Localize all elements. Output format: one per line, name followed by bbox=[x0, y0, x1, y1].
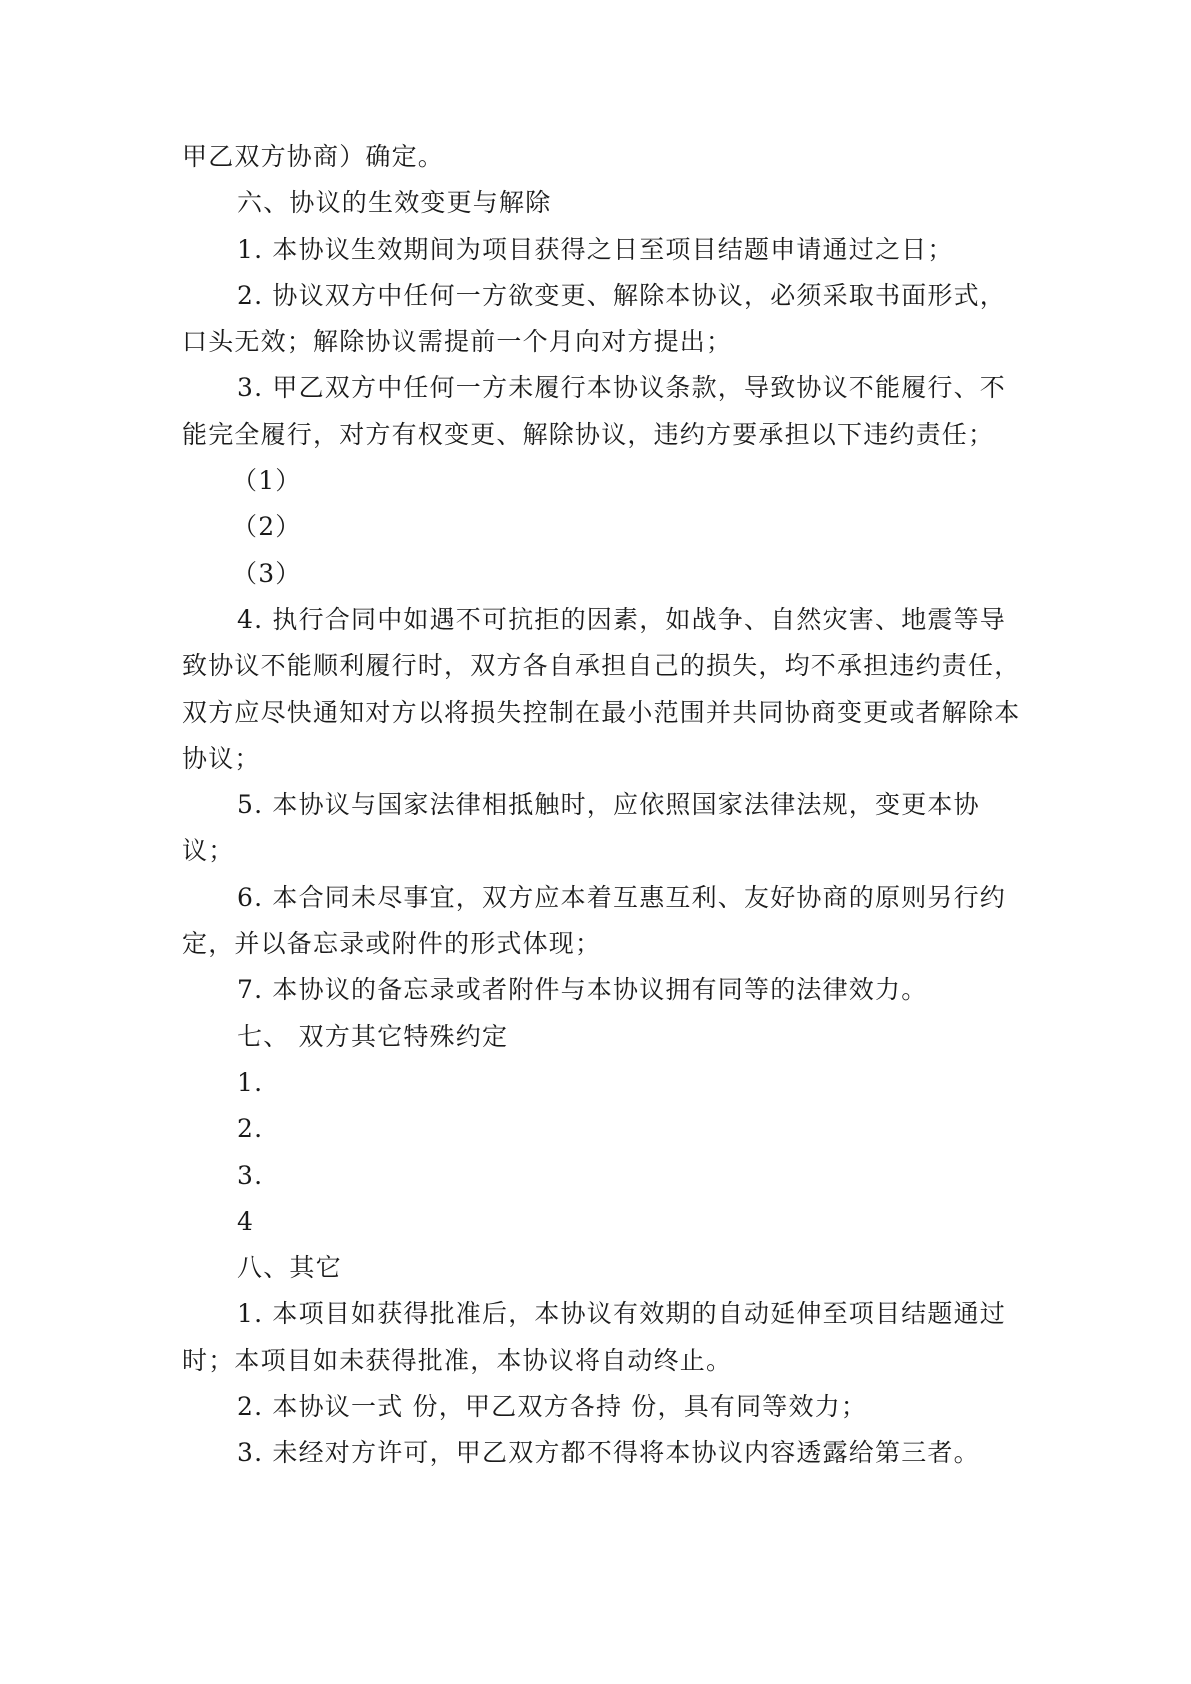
special-terms-item-2: 2. bbox=[237, 1114, 264, 1144]
section-heading-eight: 八、其它 bbox=[237, 1253, 342, 1283]
special-terms-item-3: 3. bbox=[237, 1160, 264, 1190]
paragraph-continuation: 甲乙双方协商）确定。 bbox=[182, 142, 445, 171]
section-heading-six: 六、协议的生效变更与解除 bbox=[237, 188, 552, 218]
clause-6-2: 2. 协议双方中任何一方欲变更、解除本协议，必须采取书面形式，口头无效；解除协议需提前一个月向对方提出； bbox=[182, 280, 1007, 357]
clause-6-5: 5. 本协议与国家法律相抵触时，应依照国家法律法规，变更本协议； bbox=[182, 790, 980, 866]
clause-6-3: 3. 甲乙双方中任何一方未履行本协议条款，导致协议不能履行、不能完全履行，对方有权变更、解除协议，违约方要承担以下违约责任； bbox=[182, 373, 1007, 449]
liability-item-2: （2） bbox=[232, 512, 302, 542]
clause-6-1: 1. 本协议生效期间为项目获得之日至项目结题申请通过之日； bbox=[237, 234, 954, 264]
clause-6-7: 7. 本协议的备忘录或者附件与本协议拥有同等的法律效力。 bbox=[237, 975, 928, 1005]
clause-8-3: 3. 未经对方许可，甲乙双方都不得将本协议内容透露给第三者。 bbox=[237, 1438, 980, 1468]
liability-item-1: （1） bbox=[232, 466, 302, 496]
clause-6-6: 6. 本合同未尽事宜，双方应本着互惠互利、友好协商的原则另行约定，并以备忘录或附件的形式体现； bbox=[182, 882, 1007, 959]
special-terms-item-4: 4 bbox=[237, 1206, 255, 1236]
clause-6-4: 4. 执行合同中如遇不可抗拒的因素，如战争、自然灾害、地震等导致协议不能顺利履行时，双方各自承担自己的损失，均不承担违约责任，双方应尽快通知对方以将损失控制在最小范围并共同协商变更或者解除本协议； bbox=[182, 604, 1021, 773]
agreement-text-body bbox=[182, 134, 1022, 1477]
liability-item-3: （3） bbox=[232, 558, 302, 588]
clause-8-2: 2. 本协议一式 份，甲乙双方各持 份，具有同等效力； bbox=[237, 1392, 868, 1422]
special-terms-item-1: 1. bbox=[237, 1067, 264, 1097]
section-heading-seven: 七、 双方其它特殊约定 bbox=[237, 1021, 509, 1051]
clause-8-1: 1. 本项目如获得批准后，本协议有效期的自动延伸至项目结题通过时；本项目如未获得批准，本协议将自动终止。 bbox=[182, 1299, 1007, 1375]
